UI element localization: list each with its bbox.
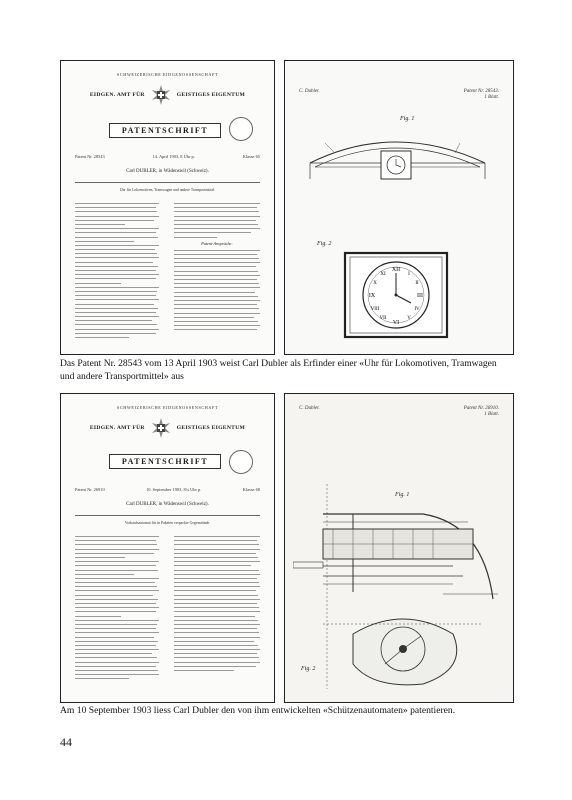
claims-heading: Patent-Ansprüche:	[201, 240, 233, 246]
drawing-inventor: C. Dubler.	[299, 406, 320, 411]
swiss-cross-emblem-icon	[151, 418, 171, 438]
patentschrift-title: PATENTSCHRIFT	[109, 123, 221, 138]
caption-bottom: Am 10 September 1903 liess Carl Dubler den von ihm entwickelten «Schützenautomaten» patentieren.	[60, 705, 456, 716]
svg-text:I: I	[408, 272, 410, 277]
patent-class: Klasse 68	[242, 487, 260, 492]
patent-number: Patent Nr. 26910	[75, 487, 105, 492]
office-left-text: EIDGEN. AMT FÜR	[89, 425, 145, 431]
body-text-right	[174, 536, 260, 674]
fig2-label: Fig. 2	[317, 241, 332, 247]
office-right-text: GEISTIGES EIGENTUM	[176, 425, 246, 431]
divider	[75, 515, 260, 516]
office-banner: SCHWEIZERISCHE EIDGENOSSENSCHAFT	[116, 72, 219, 77]
drawing-header	[285, 406, 513, 418]
svg-text:VIII: VIII	[370, 307, 380, 312]
divider	[75, 182, 260, 183]
patent-document-bottom	[60, 393, 275, 703]
patent-drawing-top	[284, 60, 514, 355]
patent-subject: Uhr für Lokomotiven, Tramwagen und andere Transportmittel.	[119, 188, 216, 192]
clock-face-drawing	[337, 251, 457, 341]
clock-mount-drawing	[295, 123, 500, 193]
svg-text:VII: VII	[379, 316, 387, 321]
office-right-text: GEISTIGES EIGENTUM	[176, 92, 246, 98]
svg-text:XI: XI	[380, 272, 386, 277]
svg-text:IV: IV	[414, 307, 420, 312]
patent-drawing-bottom	[284, 393, 514, 703]
office-row	[75, 85, 260, 105]
patentschrift-title: PATENTSCHRIFT	[109, 454, 221, 469]
drawing-patent-info	[464, 406, 499, 418]
office-row	[75, 418, 260, 438]
fig2-label: Fig. 2	[301, 666, 316, 672]
drawing-sheet-count: 1 Blatt.	[484, 95, 499, 100]
vending-machine-drawing	[293, 484, 505, 694]
svg-text:III: III	[417, 293, 423, 299]
body-text-left	[75, 203, 159, 341]
office-stamp	[229, 450, 253, 474]
swiss-cross-emblem-icon	[151, 85, 171, 105]
office-stamp	[229, 117, 253, 141]
patent-subject: Vorkaufsautomat für in Paketen verpackte Gegenstände.	[124, 521, 211, 525]
drawing-patent-number: Patent Nr. 28543.	[463, 89, 499, 94]
svg-text:IX: IX	[368, 293, 376, 299]
drawing-patent-info	[464, 89, 499, 101]
svg-text:V: V	[407, 316, 411, 321]
drawing-inventor: C. Dubler.	[299, 89, 320, 94]
patent-number: Patent Nr. 28543	[75, 154, 105, 159]
patent-date: 14. April 1903, 8 Uhr p.	[152, 154, 195, 159]
inventor-line: Carl DUBLER, in Wädenswil (Schweiz).	[126, 169, 209, 174]
body-text-left	[75, 536, 159, 683]
drawing-sheet-count: 1 Blatt.	[484, 412, 499, 417]
svg-text:X: X	[373, 281, 377, 286]
patent-document-top	[60, 60, 275, 355]
svg-text:II: II	[415, 281, 419, 286]
inventor-line: Carl DUBLER, in Wädenswil (Schweiz).	[126, 502, 209, 507]
svg-text:VI: VI	[392, 320, 400, 326]
office-left-text: EIDGEN. AMT FÜR	[89, 92, 145, 98]
office-banner: SCHWEIZERISCHE EIDGENOSSENSCHAFT	[116, 405, 219, 410]
patent-date: 10. September 1903, 8¼ Uhr p.	[146, 487, 202, 492]
patent-class: Klasse 65	[242, 154, 260, 159]
patent-meta-row	[75, 154, 260, 159]
drawing-header	[285, 89, 513, 101]
fig1-label: Fig. 1	[400, 116, 415, 122]
drawing-patent-number: Patent Nr. 26910.	[463, 406, 499, 411]
svg-text:XII: XII	[391, 267, 401, 273]
fig1-label: Fig. 1	[395, 492, 410, 498]
page-number: 44	[60, 735, 72, 749]
patent-meta-row	[75, 487, 260, 492]
body-text-right	[174, 203, 260, 333]
caption-top: Das Patent Nr. 28543 vom 13 April 1903 weist Carl Dubler als Erfinder einer «Uhr für Lokomotiven, Tramwagen und andere Transportmittel» aus	[60, 358, 497, 382]
